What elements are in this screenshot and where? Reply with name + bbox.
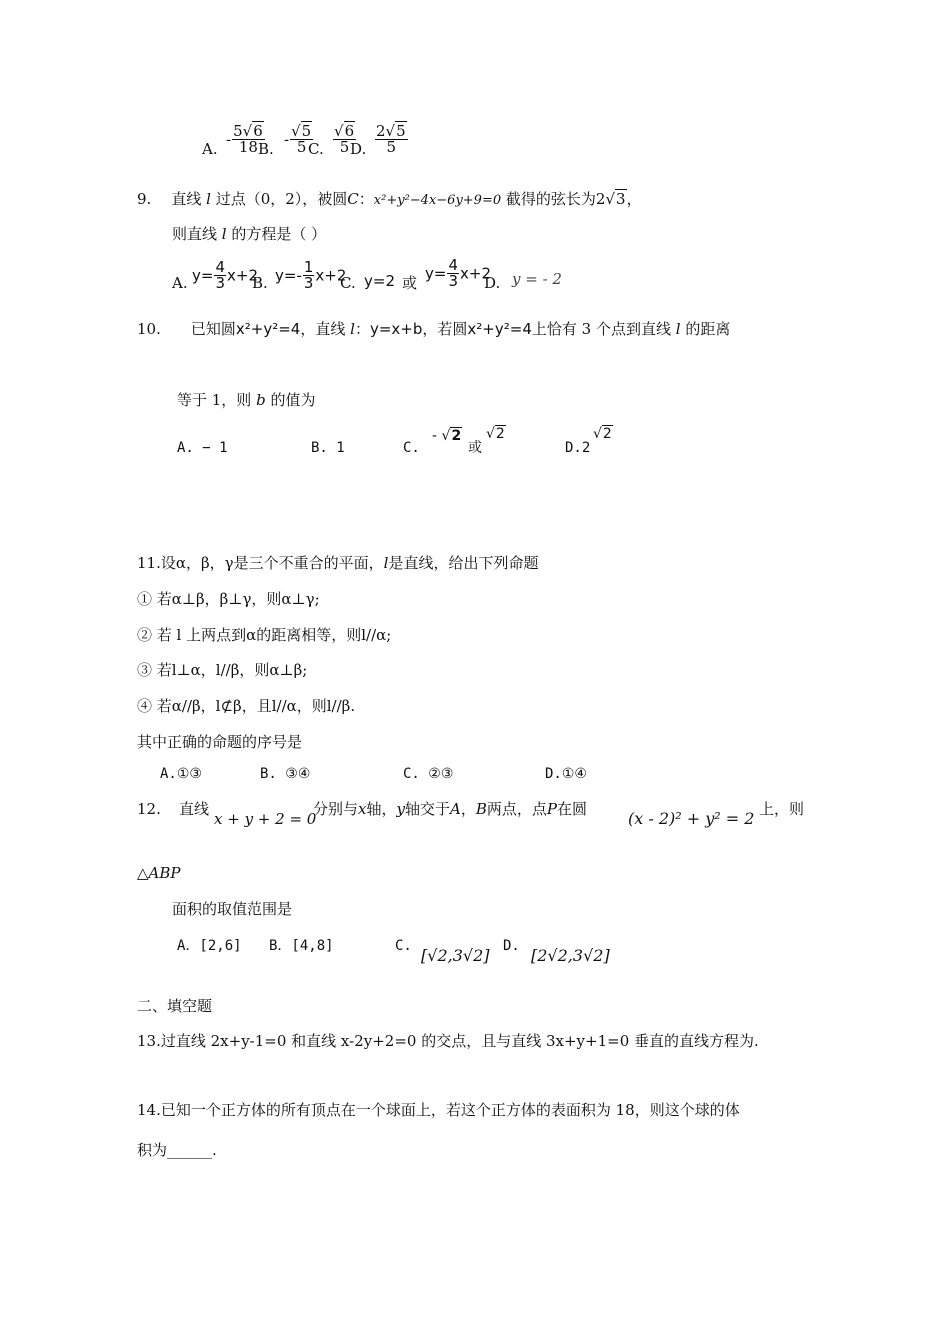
- q8-option-c-label: C.: [308, 140, 324, 158]
- q11-proposition-4: ④ 若α//β，l⊄β，且l//α，则l//β.: [137, 697, 356, 715]
- q11-proposition-3: ③ 若l⊥α，l//β，则α⊥β;: [137, 661, 308, 679]
- q10-stem: 10. 已知圆x²+y²=4，直线 l：y=x+b，若圆x²+y²=4上恰有 3 个点到直线 l 的距离: [137, 320, 731, 338]
- q8-option-d-label: D.: [350, 140, 367, 158]
- q12-options: A．[2,6] B．[4,8] C. [√2,3√2] D. [2√2,3√2]: [177, 938, 610, 965]
- q8-option-d-value: $\frac{2√5}{5}$: [376, 122, 406, 156]
- q14-stem-line-1: 14.已知一个正方体的所有顶点在一个球面上，若这个正方体的表面积为 18，则这个球的体: [137, 1101, 740, 1119]
- q11-proposition-1: ① 若α⊥β，β⊥γ，则α⊥γ;: [137, 590, 320, 608]
- q11-options: A.①③ B. ③④ C. ②③ D.①④: [160, 766, 587, 782]
- q14-stem-line-2: 积为______.: [137, 1141, 217, 1159]
- q9-stem: 9. 直线 l 过点（0，2），被圆C：x²+y²−4x−6y+9=0 截得的弦长为2√3，: [137, 190, 642, 208]
- q8-option-b-label: B.: [258, 140, 274, 158]
- q9-ask: 则直线 l 的方程是（ ）: [172, 225, 327, 243]
- q11-stem: 11.设α，β，γ是三个不重合的平面，l是直线，给出下列命题: [137, 554, 539, 572]
- q8-option-a-label: A.: [202, 140, 218, 158]
- q8-option-a-value: - $\frac{5√6}{18}$: [226, 122, 263, 156]
- section-heading-fill-in: 二、填空题: [137, 997, 213, 1015]
- q10-ask: 等于 1，则 b 的值为: [177, 391, 316, 409]
- q11-ask: 其中正确的命题的序号是: [137, 733, 303, 751]
- q12-ask: 面积的取值范围是: [172, 900, 293, 918]
- q11-proposition-2: ② 若 l 上两点到α的距离相等，则l//α;: [137, 626, 392, 644]
- q12-triangle: △ABP: [137, 864, 181, 882]
- q12-stem: 12. 直线 x + y + 2 = 0 分别与x轴，y轴交于A，B两点，点P在圆 (x - 2)² + y² = 2 上，则: [137, 800, 805, 828]
- q13-stem: 13.过直线 2x+y-1=0 和直线 x-2y+2=0 的交点，且与直线 3x+y+1=0 垂直的直线方程为.: [137, 1032, 759, 1050]
- q8-option-c-value: $\frac{√6}{5}$: [334, 122, 355, 156]
- q8-option-b-value: - $\frac{√5}{5}$: [284, 122, 312, 156]
